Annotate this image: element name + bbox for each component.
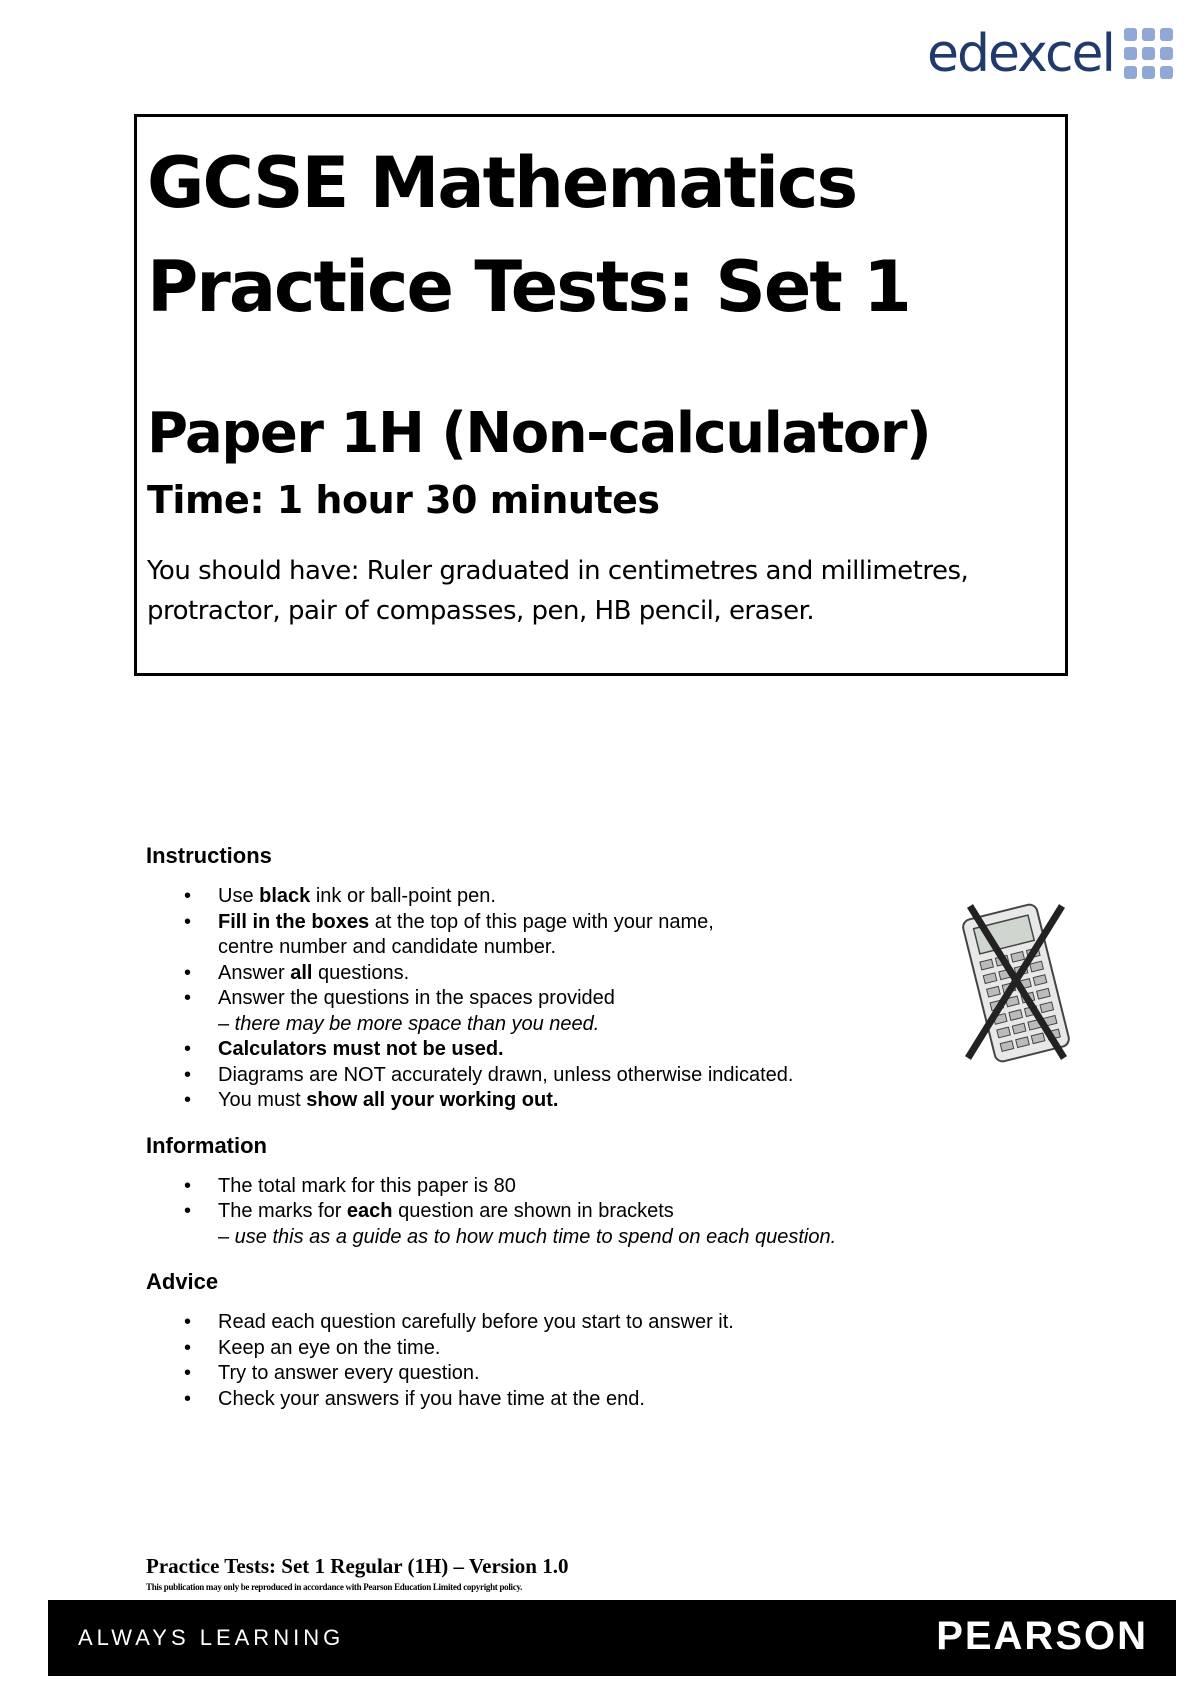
list-item: • Calculators must not be used.: [146, 1037, 1046, 1063]
advice-list: [146, 1310, 1046, 1412]
always-learning-text: ALWAYS LEARNING: [78, 1625, 345, 1650]
list-item: • Use black ink or ball-point pen.: [146, 884, 1046, 910]
information-list: [146, 1174, 1046, 1251]
crossed-out-calculator-icon: [960, 902, 1072, 1064]
list-item: • Read each question carefully before you start to answer it.: [146, 1310, 1046, 1336]
equipment-text: [147, 551, 1055, 631]
logo-text: edexcel: [927, 24, 1114, 84]
logo-grid-icon: [1124, 28, 1174, 80]
list-item: • The total mark for this paper is 80: [146, 1174, 1046, 1200]
title-box: [134, 114, 1068, 676]
list-item: • Check your answers if you have time at the end.: [146, 1387, 1046, 1413]
instructions-list: [146, 884, 1046, 1114]
edexcel-logo: [927, 24, 1174, 84]
advice-heading: Advice: [146, 1269, 219, 1294]
equipment-line-1: You should have: Ruler graduated in centimetres and millimetres,: [147, 556, 969, 586]
title-line-1: GCSE Mathematics: [147, 142, 857, 224]
list-item: • You must show all your working out.: [146, 1088, 1046, 1114]
list-item: • Fill in the boxes at the top of this page with your name, centre number and candidate number.: [146, 910, 1046, 961]
list-item: • Diagrams are NOT accurately drawn, unless otherwise indicated.: [146, 1063, 1046, 1089]
version-footer: Practice Tests: Set 1 Regular (1H) – Version 1.0: [146, 1554, 569, 1578]
instructions-heading: Instructions: [146, 843, 272, 868]
title-line-2: Practice Tests: Set 1: [147, 246, 910, 328]
information-heading: Information: [146, 1132, 267, 1158]
list-item: • Answer the questions in the spaces provided – there may be more space than you need.: [146, 986, 1046, 1037]
copyright-notice: This publication may only be reproduced in accordance with Pearson Education Limited copyright policy.: [146, 1582, 523, 1592]
main-title: [147, 131, 1055, 339]
equipment-line-2: protractor, pair of compasses, pen, HB pencil, eraser.: [147, 596, 815, 626]
list-item: • The marks for each question are shown in brackets – use this as a guide as to how much time to spend on each question.: [146, 1199, 1046, 1250]
instructions-area: [146, 842, 1046, 1412]
list-item: • Try to answer every question.: [146, 1361, 1046, 1387]
paper-title: Paper 1H (Non-calculator): [147, 401, 931, 466]
time-allowed: Time: 1 hour 30 minutes: [147, 478, 660, 522]
pearson-logo: PEARSON: [936, 1614, 1148, 1658]
list-item: • Answer all questions.: [146, 961, 1046, 987]
list-item: • Keep an eye on the time.: [146, 1336, 1046, 1362]
pearson-footer-bar: [48, 1600, 1176, 1676]
